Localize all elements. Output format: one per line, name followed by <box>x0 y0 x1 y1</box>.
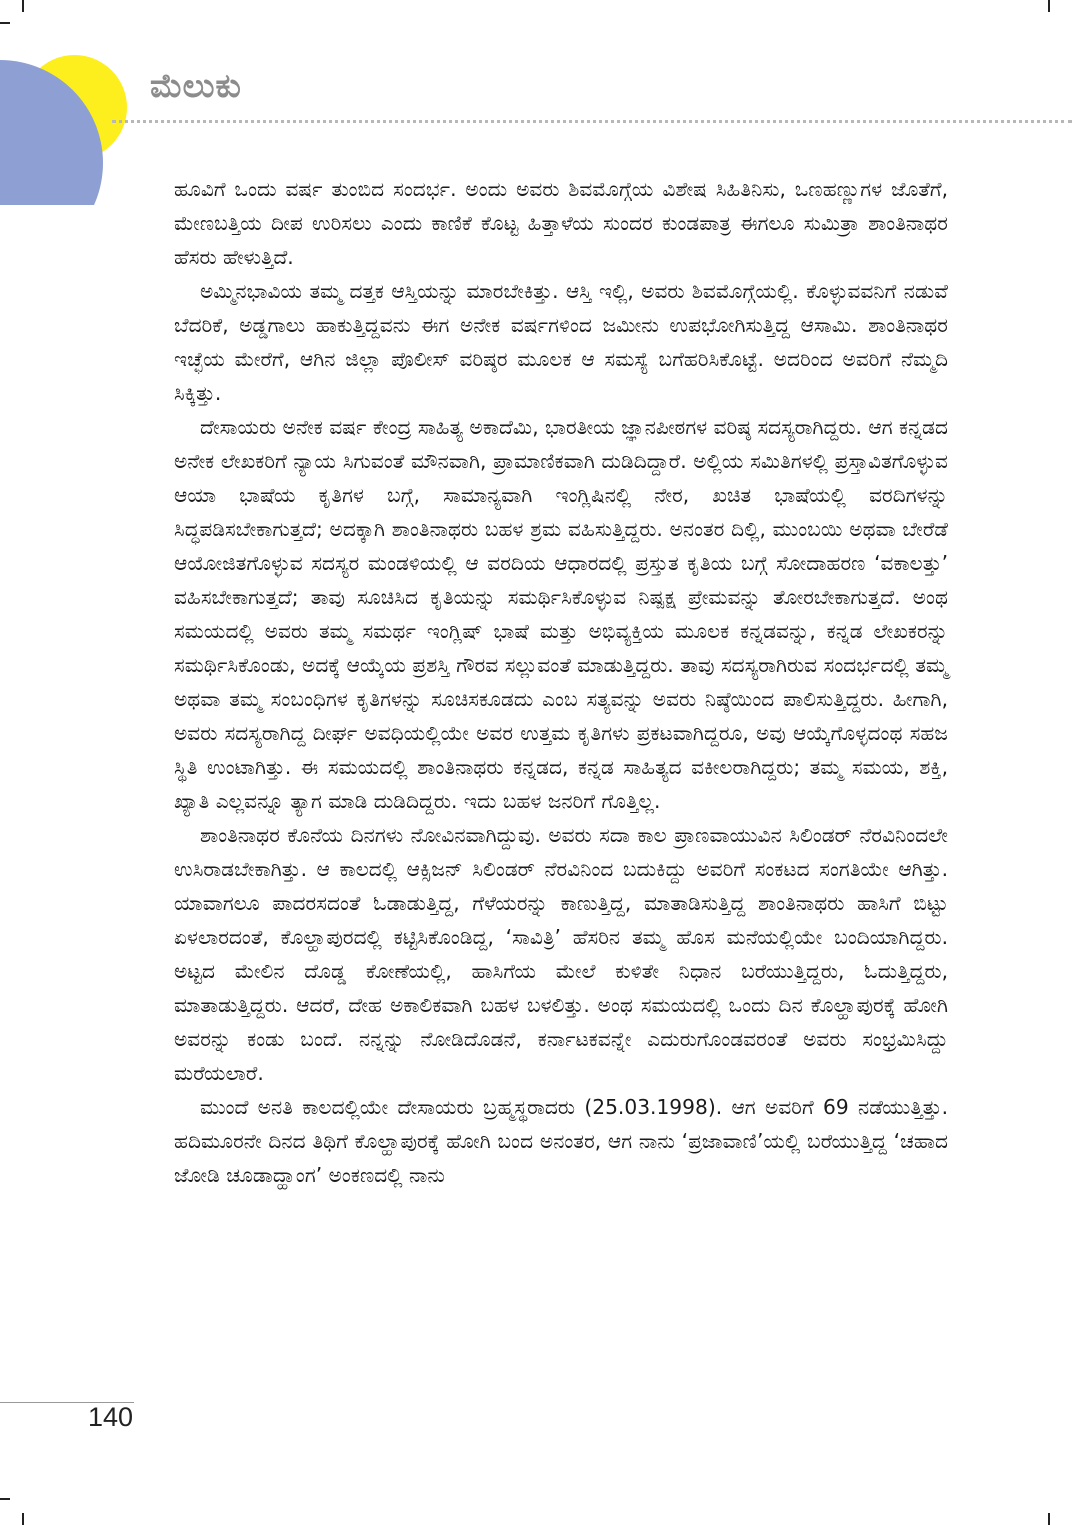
paragraph: ಹೂವಿಗೆ ಒಂದು ವರ್ಷ ತುಂಬಿದ ಸಂದರ್ಭ. ಅಂದು ಅವರು ಶಿವಮೊಗ್ಗೆಯ ವಿಶೇಷ ಸಿಹಿತಿನಿಸು, ಒಣಹಣ್ಣುಗಳ ಜೊತೆಗೆ, ಮೇಣಬತ್ತಿಯ ದೀಪ ಉರಿಸಲು ಎಂದು ಕಾಣಿಕೆ ಕೊಟ್ಟ ಹಿತ್ತಾಳೆಯ ಸುಂದರ ಕುಂಡಪಾತ್ರ ಈಗಲೂ ಸುಮಿತ್ರಾ ಶಾಂತಿನಾಥರ ಹೆಸರು ಹೇಳುತ್ತಿದೆ. <box>174 177 948 269</box>
crop-mark <box>0 22 10 24</box>
crop-mark <box>1048 0 1050 12</box>
page-number: 140 <box>88 1402 134 1432</box>
paragraph: ಅಮ್ಮಿನಭಾವಿಯ ತಮ್ಮ ದತ್ತಕ ಆಸ್ತಿಯನ್ನು ಮಾರಬೇಕಿತ್ತು. ಆಸ್ತಿ ಇಲ್ಲಿ, ಅವರು ಶಿವಮೊಗ್ಗೆಯಲ್ಲಿ. ಕೊಳ್ಳುವವನಿಗೆ ನಡುವೆ ಬೆದರಿಕೆ, ಅಡ್ಡಗಾಲು ಹಾಕುತ್ತಿದ್ದವನು ಈಗ ಅನೇಕ ವರ್ಷಗಳಿಂದ ಜಮೀನು ಉಪಭೋಗಿಸುತ್ತಿದ್ದ ಆಸಾಮಿ. ಶಾಂತಿನಾಥರ ಇಚ್ಛೆಯ ಮೇರೆಗೆ, ಆಗಿನ ಜಿಲ್ಲಾ ಪೊಲೀಸ್ ವರಿಷ್ಠರ ಮೂಲಕ ಆ ಸಮಸ್ಯೆ ಬಗೆಹರಿಸಿಕೊಟ್ಟೆ. ಅದರಿಂದ ಅವರಿಗೆ ನೆಮ್ಮದಿ ಸಿಕ್ಕಿತ್ತು. <box>174 279 948 405</box>
crop-mark <box>0 1498 10 1500</box>
crop-mark <box>1048 1513 1050 1525</box>
crop-mark <box>22 0 24 12</box>
paragraph: ದೇಸಾಯರು ಅನೇಕ ವರ್ಷ ಕೇಂದ್ರ ಸಾಹಿತ್ಯ ಅಕಾದೆಮಿ, ಭಾರತೀಯ ಜ್ಞಾನಪೀಠಗಳ ವರಿಷ್ಠ ಸದಸ್ಯರಾಗಿದ್ದರು. ಆಗ ಕನ್ನಡದ ಅನೇಕ ಲೇಖಕರಿಗೆ ನ್ಯಾಯ ಸಿಗುವಂತೆ ಮೌನವಾಗಿ, ಪ್ರಾಮಾಣಿಕವಾಗಿ ದುಡಿದಿದ್ದಾರೆ. ಅಲ್ಲಿಯ ಸಮಿತಿಗಳಲ್ಲಿ ಪ್ರಸ್ತಾವಿತಗೊಳ್ಳುವ ಆಯಾ ಭಾಷೆಯ ಕೃತಿಗಳ ಬಗ್ಗೆ, ಸಾಮಾನ್ಯವಾಗಿ ಇಂಗ್ಲಿಷಿನಲ್ಲಿ ನೇರ, ಖಚಿತ ಭಾಷೆಯಲ್ಲಿ ವರದಿಗಳನ್ನು ಸಿದ್ಧಪಡಿಸಬೇಕಾಗುತ್ತದೆ; ಅದಕ್ಕಾಗಿ ಶಾಂತಿನಾಥರು ಬಹಳ ಶ್ರಮ ವಹಿಸುತ್ತಿದ್ದರು. ಅನಂತರ ದಿಲ್ಲಿ, ಮುಂಬಯಿ ಅಥವಾ ಬೇರೆಡೆ ಆಯೋಜಿತಗೊಳ್ಳುವ ಸದಸ್ಯರ ಮಂಡಳಿಯಲ್ಲಿ ಆ ವರದಿಯ ಆಧಾರದಲ್ಲಿ ಪ್ರಸ್ತುತ ಕೃತಿಯ ಬಗ್ಗೆ ಸೋದಾಹರಣ ‘ವಕಾಲತ್ತು’ ವಹಿಸಬೇಕಾಗುತ್ತದೆ; ತಾವು ಸೂಚಿಸಿದ ಕೃತಿಯನ್ನು ಸಮರ್ಥಿಸಿಕೊಳ್ಳುವ ನಿಷ್ಪಕ್ಷ ಪ್ರೇಮವನ್ನು ತೋರಬೇಕಾಗುತ್ತದೆ. ಅಂಥ ಸಮಯದಲ್ಲಿ ಅವರು ತಮ್ಮ ಸಮರ್ಥ ಇಂಗ್ಲಿಷ್ ಭಾಷೆ ಮತ್ತು ಅಭಿವ್ಯಕ್ತಿಯ ಮೂಲಕ ಕನ್ನಡವನ್ನು, ಕನ್ನಡ ಲೇಖಕರನ್ನು ಸಮರ್ಥಿಸಿಕೊಂಡು, ಅದಕ್ಕೆ ಆಯ್ಕೆಯ ಪ್ರಶಸ್ತಿ ಗೌರವ ಸಲ್ಲುವಂತೆ ಮಾಡುತ್ತಿದ್ದರು. ತಾವು ಸದಸ್ಯರಾಗಿರುವ ಸಂದರ್ಭದಲ್ಲಿ ತಮ್ಮ ಅಥವಾ ತಮ್ಮ ಸಂಬಂಧಿಗಳ ಕೃತಿಗಳನ್ನು ಸೂಚಿಸಕೂಡದು ಎಂಬ ಸತ್ಯವನ್ನು ಅವರು ನಿಷ್ಠೆಯಿಂದ ಪಾಲಿಸುತ್ತಿದ್ದರು. ಹೀಗಾಗಿ, ಅವರು ಸದಸ್ಯರಾಗಿದ್ದ ದೀರ್ಘ ಅವಧಿಯಲ್ಲಿಯೇ ಅವರ ಉತ್ತಮ ಕೃತಿಗಳು ಪ್ರಕಟವಾಗಿದ್ದರೂ, ಅವು ಆಯ್ಕೆಗೊಳ್ಳದಂಥ ಸಹಜ ಸ್ಥಿತಿ ಉಂಟಾಗಿತ್ತು. ಈ ಸಮಯದಲ್ಲಿ ಶಾಂತಿನಾಥರು ಕನ್ನಡದ, ಕನ್ನಡ ಸಾಹಿತ್ಯದ ವಕೀಲರಾಗಿದ್ದರು; ತಮ್ಮ ಸಮಯ, ಶಕ್ತಿ, ಖ್ಯಾತಿ ಎಲ್ಲವನ್ನೂ ತ್ಯಾಗ ಮಾಡಿ ದುಡಿದಿದ್ದರು. ಇದು ಬಹಳ ಜನರಿಗೆ ಗೊತ್ತಿಲ್ಲ. <box>174 415 948 813</box>
paragraph: ಮುಂದೆ ಅನತಿ ಕಾಲದಲ್ಲಿಯೇ ದೇಸಾಯರು ಬ್ರಹ್ಮಸ್ಥರಾದರು (25.03.1998). ಆಗ ಅವರಿಗೆ 69 ನಡೆಯುತ್ತಿತ್ತು. ಹದಿಮೂರನೇ ದಿನದ ತಿಥಿಗೆ ಕೊಲ್ಹಾಪುರಕ್ಕೆ ಹೋಗಿ ಬಂದ ಅನಂತರ, ಆಗ ನಾನು ‘ಪ್ರಜಾವಾಣಿ’ಯಲ್ಲಿ ಬರೆಯುತ್ತಿದ್ದ ‘ಚಹಾದ ಜೋಡಿ ಚೂಡಾದ್ಹಾಂಗ’ ಅಂಕಣದಲ್ಲಿ ನಾನು <box>174 1095 948 1187</box>
running-head: ಮೆಲುಕು <box>150 66 242 105</box>
decorative-mask <box>0 205 200 285</box>
header-dotted-rule <box>112 120 1072 123</box>
paragraph: ಶಾಂತಿನಾಥರ ಕೊನೆಯ ದಿನಗಳು ನೋವಿನವಾಗಿದ್ದುವು. ಅವರು ಸದಾ ಕಾಲ ಪ್ರಾಣವಾಯುವಿನ ಸಿಲಿಂಡರ್ ನೆರವಿನಿಂದಲೇ ಉಸಿರಾಡಬೇಕಾಗಿತ್ತು. ಆ ಕಾಲದಲ್ಲಿ ಆಕ್ಸಿಜನ್ ಸಿಲಿಂಡರ್ ನೆರವಿನಿಂದ ಬದುಕಿದ್ದು ಅವರಿಗೆ ಸಂಕಟದ ಸಂಗತಿಯೇ ಆಗಿತ್ತು. ಯಾವಾಗಲೂ ಪಾದರಸದಂತೆ ಓಡಾಡುತ್ತಿದ್ದ, ಗೆಳೆಯರನ್ನು ಕಾಣುತ್ತಿದ್ದ, ಮಾತಾಡಿಸುತ್ತಿದ್ದ ಶಾಂತಿನಾಥರು ಹಾಸಿಗೆ ಬಿಟ್ಟು ಏಳಲಾರದಂತೆ, ಕೊಲ್ಹಾಪುರದಲ್ಲಿ ಕಟ್ಟಿಸಿಕೊಂಡಿದ್ದ, ‘ಸಾವಿತ್ರಿ’ ಹೆಸರಿನ ತಮ್ಮ ಹೊಸ ಮನೆಯಲ್ಲಿಯೇ ಬಂದಿಯಾಗಿದ್ದರು. ಅಟ್ಟದ ಮೇಲಿನ ದೊಡ್ಡ ಕೋಣೆಯಲ್ಲಿ, ಹಾಸಿಗೆಯ ಮೇಲೆ ಕುಳಿತೇ ನಿಧಾನ ಬರೆಯುತ್ತಿದ್ದರು, ಓದುತ್ತಿದ್ದರು, ಮಾತಾಡುತ್ತಿದ್ದರು. ಆದರೆ, ದೇಹ ಅಕಾಲಿಕವಾಗಿ ಬಹಳ ಬಳಲಿತ್ತು. ಅಂಥ ಸಮಯದಲ್ಲಿ ಒಂದು ದಿನ ಕೊಲ್ಹಾಪುರಕ್ಕೆ ಹೋಗಿ ಅವರನ್ನು ಕಂಡು ಬಂದೆ. ನನ್ನನ್ನು ನೋಡಿದೊಡನೆ, ಕರ್ನಾಟಕವನ್ನೇ ಎದುರುಗೊಂಡವರಂತೆ ಅವರು ಸಂಭ್ರಮಿಸಿದ್ದು ಮರೆಯಲಾರೆ. <box>174 823 948 1085</box>
body-text <box>174 172 948 1192</box>
crop-mark <box>22 1513 24 1525</box>
